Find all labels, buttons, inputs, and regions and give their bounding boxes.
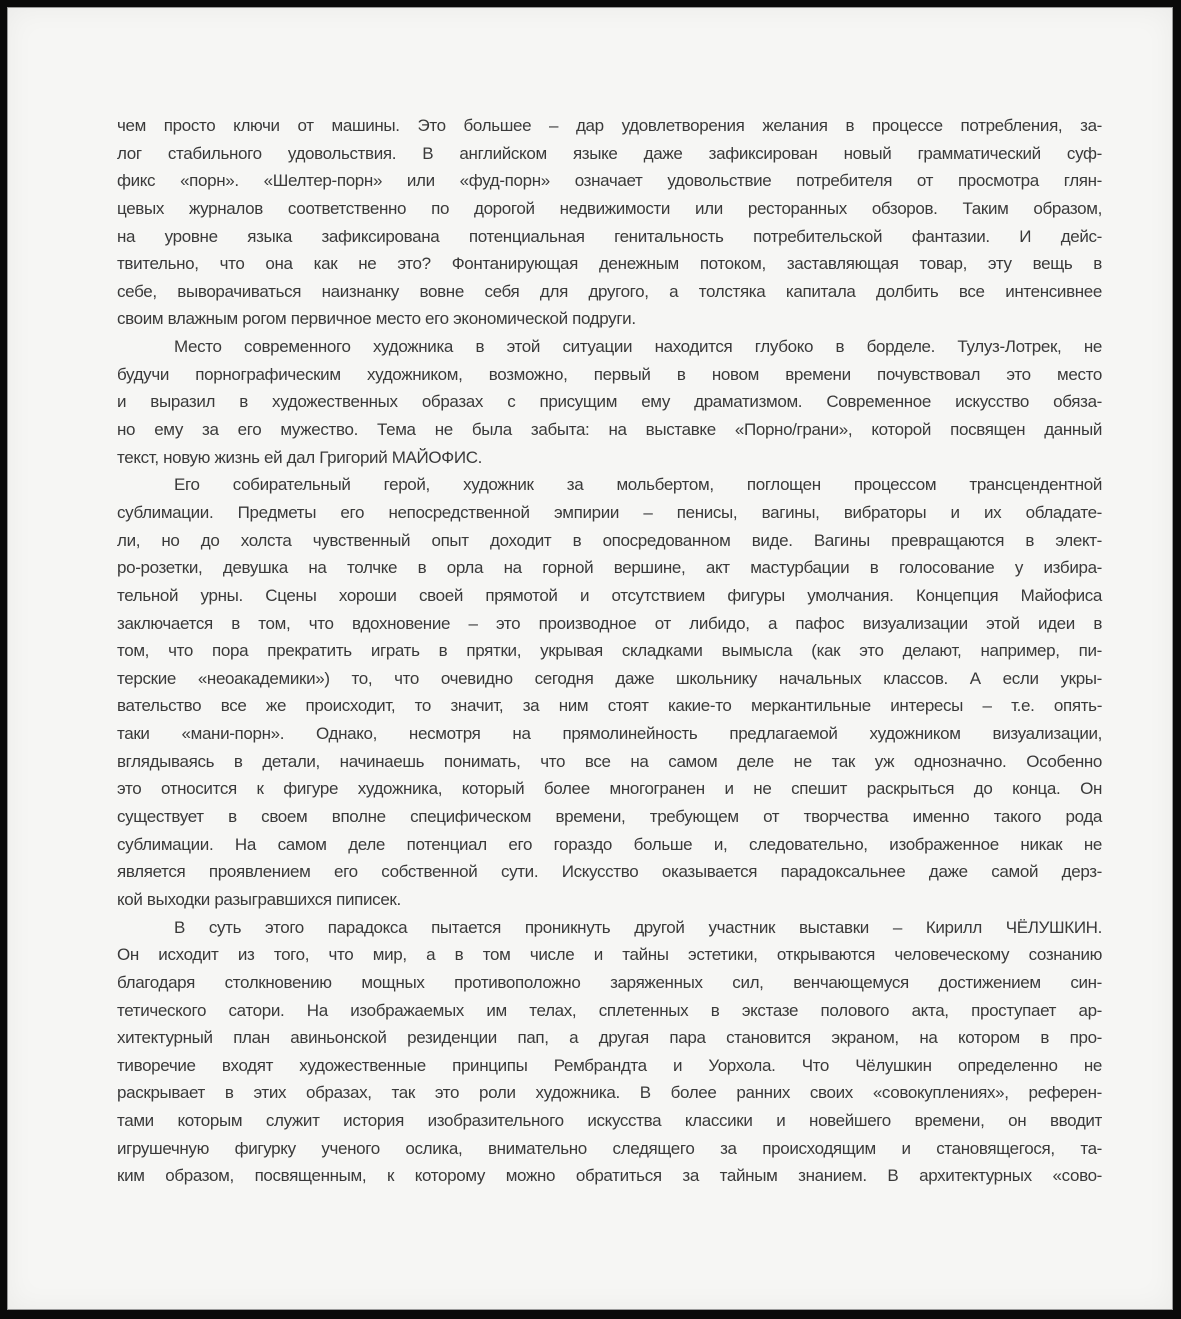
text-line: тетического сатори. На изображаемых им телах, сплетенных в экстазе полового акта, проступает ар- bbox=[117, 1000, 1102, 1020]
text-line: игрушечную фигурку ученого ослика, внимательно следящего за происходящим и становящегося, та- bbox=[117, 1138, 1102, 1158]
paragraph bbox=[117, 914, 1102, 1190]
text-line: чем просто ключи от машины. Это большее – дар удовлетворения желания в процессе потребления, за- bbox=[117, 116, 1102, 135]
text-line: ро-розетки, девушка на толчке в орла на горной вершине, акт мастурбации в голосование у избира- bbox=[117, 558, 1102, 578]
text-line: но ему за его мужество. Тема не была забыта: на выставке «Порно/грани», которой посвящен данный bbox=[117, 420, 1102, 440]
text-line: это относится к фигуре художника, который более многогранен и не спешит раскрыться до конца. Он bbox=[117, 779, 1102, 799]
scanned-page bbox=[7, 7, 1173, 1310]
text-line: терские «неоакадемики») то, что очевидно сегодня даже школьнику начальных классов. А если укры- bbox=[117, 668, 1102, 688]
text-line: своим влажным рогом первичное место его экономической подруги. bbox=[117, 309, 636, 329]
text-line: тиворечие входят художественные принципы Рембрандта и Уорхола. Что Чёлушкин определенно не bbox=[117, 1055, 1102, 1075]
text-line: Его собирательный герой, художник за мольбертом, поглощен процессом трансцендентной bbox=[174, 475, 1102, 495]
body-text bbox=[117, 112, 1102, 1190]
text-line: сублимации. На самом деле потенциал его гораздо больше и, следовательно, изображенное никак не bbox=[117, 834, 1102, 854]
text-line: хитектурный план авиньонской резиденции пап, а другая пара становится экраном, на котором в про- bbox=[117, 1028, 1102, 1048]
text-line: и выразил в художественных образах с присущим ему драматизмом. Современное искусство обяза- bbox=[117, 392, 1102, 412]
text-line: текст, новую жизнь ей дал Григорий МАЙОФИС. bbox=[117, 447, 483, 467]
text-line: том, что пора прекратить играть в прятки, укрывая складками вымысла (как это делают, например, пи- bbox=[117, 641, 1102, 661]
text-line: сублимации. Предметы его непосредственной эмпирии – пенисы, вагины, вибраторы и их обладате- bbox=[117, 502, 1102, 522]
text-line: таки «мани-порн». Однако, несмотря на прямолинейность предлагаемой художником визуализации, bbox=[117, 724, 1102, 744]
text-line: лог стабильного удовольствия. В английском языке даже зафиксирован новый грамматический суф- bbox=[117, 143, 1102, 163]
text-line: В суть этого парадокса пытается проникнуть другой участник выставки – Кирилл ЧЁЛУШКИН. bbox=[174, 917, 1102, 937]
text-line: Он исходит из того, что мир, а в том числе и тайны эстетики, открываются человеческому сознанию bbox=[117, 945, 1102, 965]
text-line: Место современного художника в этой ситуации находится глубоко в борделе. Тулуз-Лотрек, не bbox=[174, 337, 1102, 357]
text-line: цевых журналов соответственно по дорогой недвижимости или ресторанных обзоров. Таким образом, bbox=[117, 198, 1102, 218]
text-line: вглядываясь в детали, начинаешь понимать, что все на самом деле не так уж однозначно. Особенно bbox=[117, 751, 1102, 771]
text-line: твительно, что она как не это? Фонтанирующая денежным потоком, заставляющая товар, эту вещь в bbox=[117, 254, 1102, 274]
text-line: себе, выворачиваться наизнанку вовне себя для другого, а толстяка капитала долбить все интенсивнее bbox=[117, 281, 1102, 301]
text-line: раскрывает в этих образах, так это роли художника. В более ранних своих «совокуплениях», референ- bbox=[117, 1083, 1102, 1103]
text-line: на уровне языка зафиксирована потенциальная генитальность потребительской фантазии. И дейс- bbox=[117, 226, 1102, 246]
text-line: фикс «порн». «Шелтер-порн» или «фуд-порн» означает удовольствие потребителя от просмотра глян- bbox=[117, 171, 1102, 191]
text-line: ли, но до холста чувственный опыт доходит в опосредованном виде. Вагины превращаются в элект- bbox=[117, 530, 1102, 550]
paragraph bbox=[117, 333, 1102, 471]
text-line: заключается в том, что вдохновение – это производное от либидо, а пафос визуализации этой идеи в bbox=[117, 613, 1102, 633]
text-line: благодаря столкновению мощных противоположно заряженных сил, венчающемуся достижением син- bbox=[117, 972, 1102, 992]
text-line: является проявлением его собственной сути. Искусство оказывается парадоксальнее даже самой дерз- bbox=[117, 862, 1102, 882]
text-line: кой выходки разыгравшихся пиписек. bbox=[117, 889, 401, 909]
text-line: ким образом, посвященным, к которому можно обратиться за тайным знанием. В архитектурных «сово- bbox=[117, 1166, 1102, 1186]
text-line: существует в своем вполне специфическом времени, требующем от творчества именно такого рода bbox=[117, 807, 1102, 827]
text-line: будучи порнографическим художником, возможно, первый в новом времени почувствовал это место bbox=[117, 364, 1102, 384]
text-line: вательство все же происходит, то значит, за ним стоят какие-то меркантильные интересы – т.е. опять- bbox=[117, 696, 1102, 716]
text-line: тельной урны. Сцены хороши своей прямотой и отсутствием фигуры умолчания. Концепция Майофиса bbox=[117, 585, 1102, 605]
text-line: тами которым служит история изобразительного искусства классики и новейшего времени, он вводит bbox=[117, 1111, 1102, 1131]
paragraph bbox=[117, 112, 1102, 333]
paragraph bbox=[117, 471, 1102, 913]
